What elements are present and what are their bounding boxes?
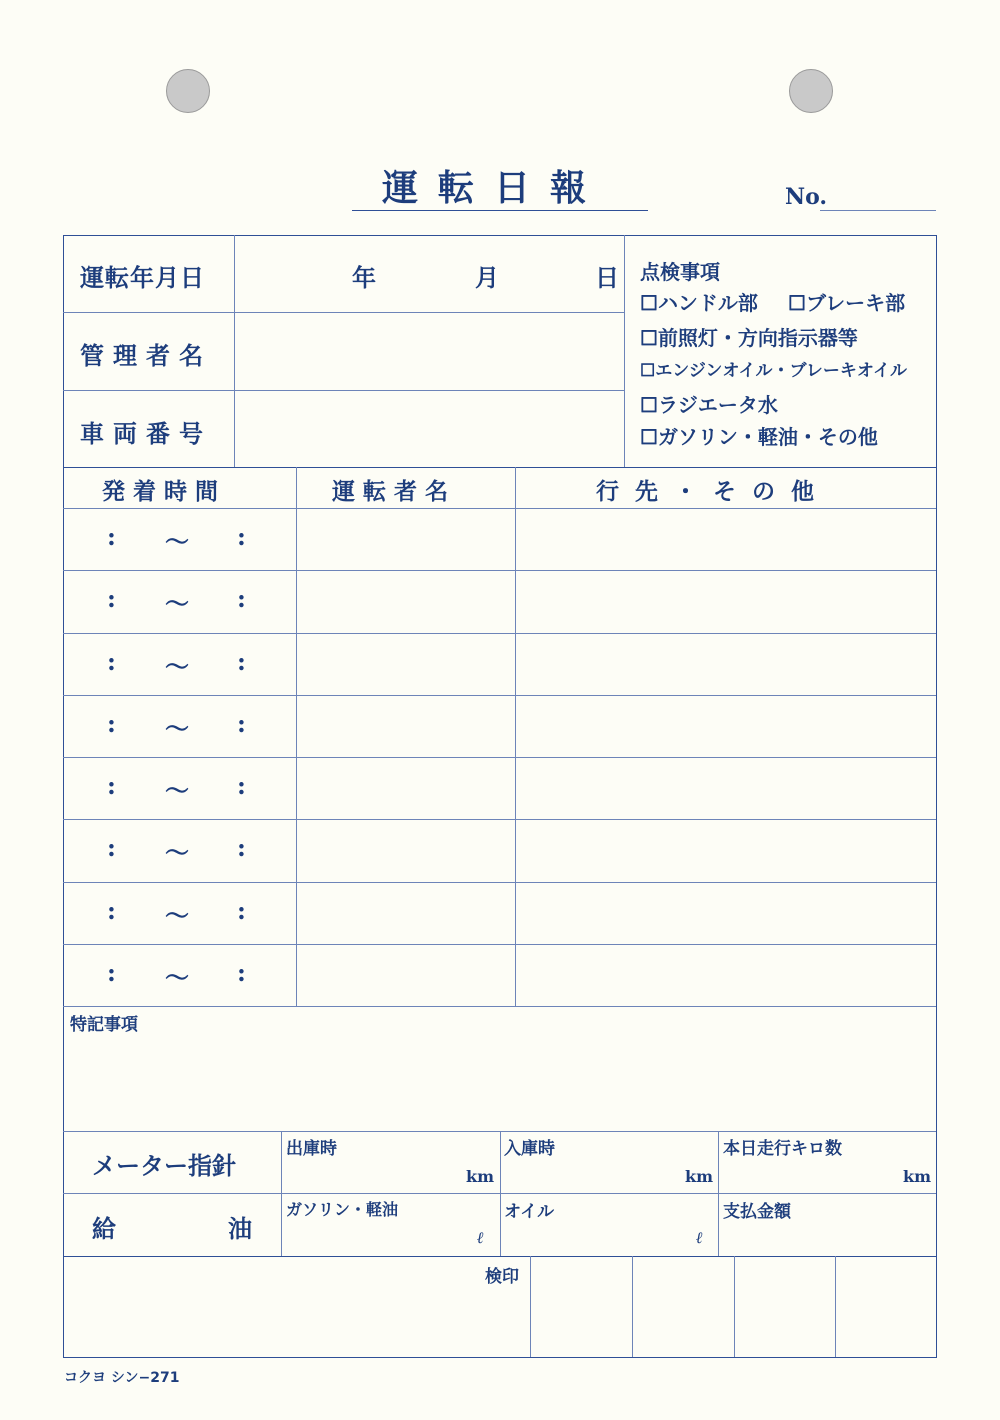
driver-name-field[interactable] — [297, 758, 514, 818]
check-label: ハンドル部 — [657, 291, 758, 315]
time-range-separator: 〜 — [165, 776, 189, 805]
label-manager-name: 管理者名 — [80, 341, 212, 370]
check-label: ブレーキ部 — [805, 291, 906, 315]
departure-time-field[interactable]: : — [107, 833, 116, 862]
notes-label: 特記事項 — [70, 1015, 138, 1035]
time-range-separator: 〜 — [165, 838, 189, 867]
label-vehicle-number: 車両番号 — [80, 419, 212, 448]
distance-unit: km — [903, 1167, 932, 1186]
departure-time-field[interactable]: : — [107, 771, 116, 800]
departure-time-field[interactable]: : — [107, 709, 116, 738]
binding-hole-left — [166, 69, 210, 113]
arrival-time-field[interactable]: : — [237, 522, 246, 551]
time-range-separator: 〜 — [165, 527, 189, 556]
divider — [281, 1131, 282, 1256]
driver-name-field[interactable] — [297, 820, 514, 880]
arrival-time-field[interactable]: : — [237, 896, 246, 925]
title-underline — [352, 210, 648, 211]
destination-field[interactable] — [516, 820, 935, 880]
header-time: 発 着 時 間 — [102, 478, 219, 505]
footer-product-code: コクヨ シン−271 — [64, 1370, 180, 1386]
label-drive-date: 運転年月日 — [80, 263, 205, 292]
departure-time-field[interactable]: : — [107, 522, 116, 551]
destination-field[interactable] — [516, 696, 935, 756]
time-range-separator: 〜 — [165, 714, 189, 743]
number-field[interactable] — [820, 210, 936, 211]
gasoline-label: ガソリン・軽油 — [286, 1200, 399, 1219]
meter-in-label: 入庫時 — [504, 1139, 555, 1159]
vehicle-number-field[interactable] — [235, 391, 624, 467]
check-oil[interactable]: ☐エンジンオイル・ブレーキオイル — [640, 361, 908, 381]
date-month[interactable]: 月 — [475, 263, 505, 292]
check-brake[interactable]: ☐ブレーキ部 — [788, 291, 906, 315]
stamp-divider — [632, 1256, 633, 1357]
oil-label: オイル — [504, 1202, 555, 1222]
driver-name-field[interactable] — [297, 696, 514, 756]
arrival-time-field[interactable]: : — [237, 833, 246, 862]
destination-field[interactable] — [516, 883, 935, 943]
destination-field[interactable] — [516, 634, 935, 694]
check-label: エンジンオイル・ブレーキオイル — [655, 361, 908, 381]
driver-name-field[interactable] — [297, 634, 514, 694]
departure-time-field[interactable]: : — [107, 958, 116, 987]
divider — [500, 1131, 501, 1256]
meter-out-label: 出庫時 — [286, 1139, 337, 1159]
destination-field[interactable] — [516, 945, 935, 1005]
page-title: 運転日報 — [382, 167, 607, 209]
destination-field[interactable] — [516, 758, 935, 818]
fuel-label-right: 油 — [228, 1214, 258, 1243]
divider — [63, 467, 936, 468]
stamp-divider — [835, 1256, 836, 1357]
number-label: No. — [785, 184, 828, 210]
stamp-divider — [530, 1256, 531, 1357]
binding-hole-right — [789, 69, 833, 113]
check-label: ラジエータ水 — [657, 393, 778, 417]
driver-name-field[interactable] — [297, 509, 514, 569]
destination-field[interactable] — [516, 509, 935, 569]
arrival-time-field[interactable]: : — [237, 584, 246, 613]
check-label: 前照灯・方向指示器等 — [657, 326, 858, 350]
manager-name-field[interactable] — [235, 313, 624, 390]
check-steering[interactable]: ☐ハンドル部 — [640, 291, 758, 315]
divider — [63, 1256, 936, 1257]
arrival-time-field[interactable]: : — [237, 709, 246, 738]
arrival-time-field[interactable]: : — [237, 958, 246, 987]
time-range-separator: 〜 — [165, 652, 189, 681]
gasoline-unit: ℓ — [477, 1228, 484, 1247]
meter-label: メーター指針 — [92, 1151, 236, 1180]
destination-field[interactable] — [516, 571, 935, 631]
fuel-label-left: 給 — [92, 1214, 122, 1243]
header-destination: 行 先 ・ そ の 他 — [596, 478, 819, 505]
time-range-separator: 〜 — [165, 901, 189, 930]
stamp-label: 検印 — [485, 1267, 519, 1287]
meter-in-unit: km — [685, 1167, 714, 1186]
departure-time-field[interactable]: : — [107, 584, 116, 613]
departure-time-field[interactable]: : — [107, 647, 116, 676]
check-radiator[interactable]: ☐ラジエータ水 — [640, 393, 778, 417]
stamp-divider — [734, 1256, 735, 1357]
payment-label: 支払金額 — [723, 1202, 791, 1222]
check-label: ガソリン・軽油・その他 — [657, 425, 878, 449]
arrival-time-field[interactable]: : — [237, 771, 246, 800]
time-range-separator: 〜 — [165, 963, 189, 992]
driver-name-field[interactable] — [297, 571, 514, 631]
check-fuel[interactable]: ☐ガソリン・軽油・その他 — [640, 425, 878, 449]
inspection-heading: 点検事項 — [640, 260, 720, 284]
driver-name-field[interactable] — [297, 883, 514, 943]
oil-unit: ℓ — [696, 1228, 703, 1247]
header-driver: 運 転 者 名 — [332, 478, 449, 505]
divider — [718, 1131, 719, 1256]
driver-name-field[interactable] — [297, 945, 514, 1005]
distance-label: 本日走行キロ数 — [723, 1139, 842, 1159]
departure-time-field[interactable]: : — [107, 896, 116, 925]
divider — [63, 1006, 936, 1007]
time-range-separator: 〜 — [165, 589, 189, 618]
arrival-time-field[interactable]: : — [237, 647, 246, 676]
notes-field[interactable] — [64, 1030, 935, 1130]
check-lights[interactable]: ☐前照灯・方向指示器等 — [640, 326, 858, 350]
date-day[interactable]: 日 — [595, 263, 625, 292]
meter-out-unit: km — [466, 1167, 495, 1186]
date-year[interactable]: 年 — [352, 263, 382, 292]
